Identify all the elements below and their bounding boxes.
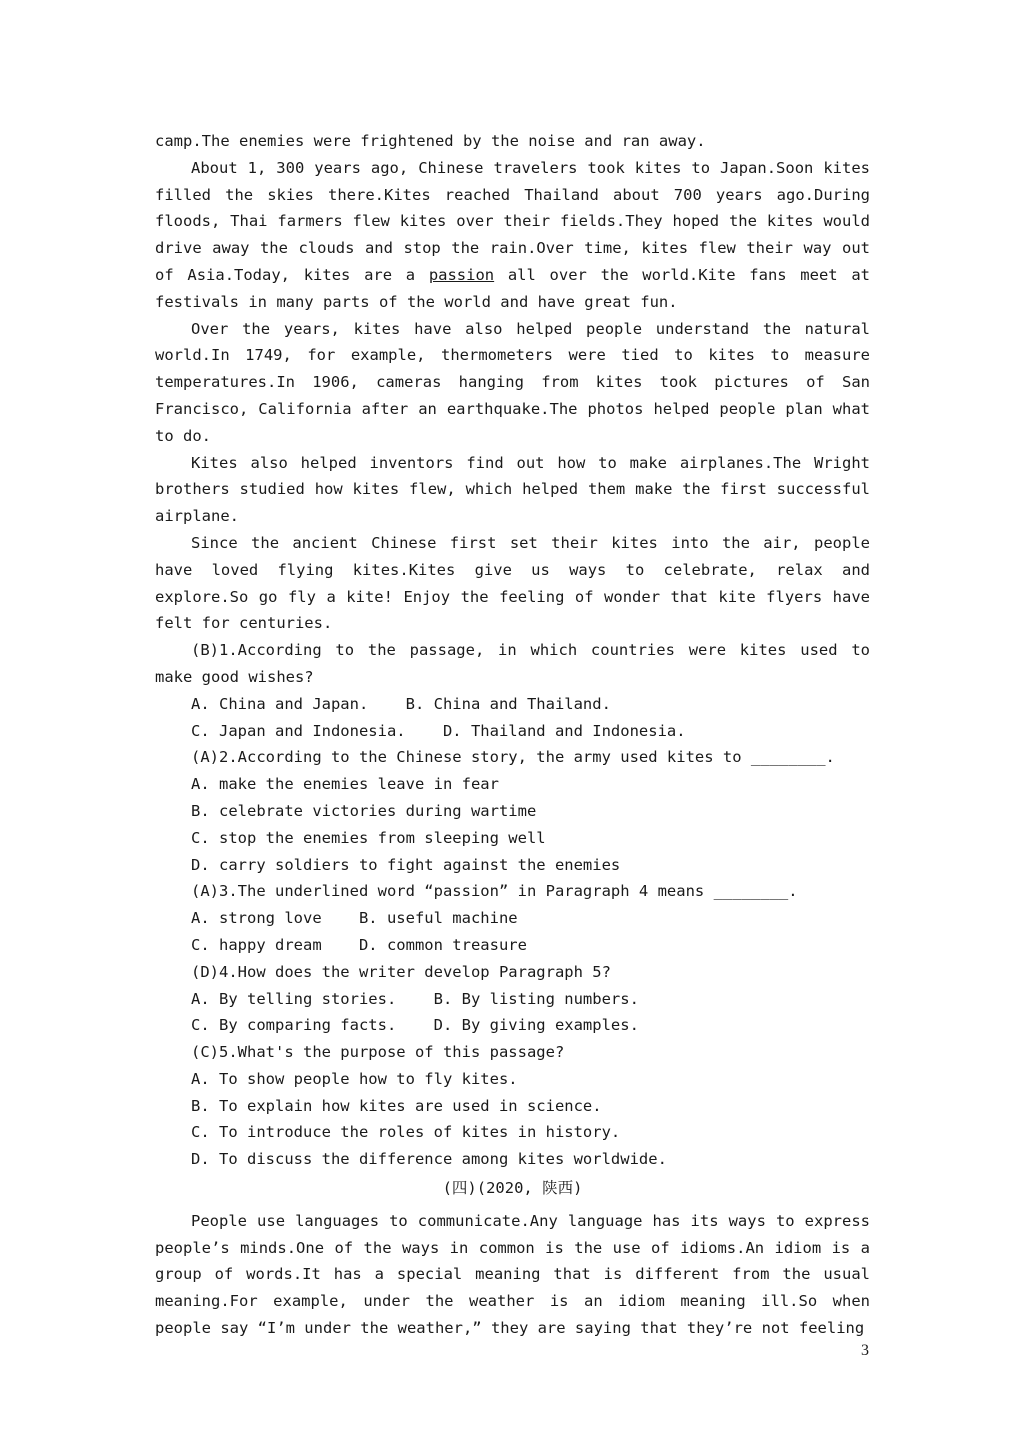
question-options: C. By comparing facts. D. By giving examples. [191, 1016, 639, 1035]
passage-paragraph-4 [155, 155, 870, 316]
underlined-word: passion [428, 265, 495, 284]
question-stem: (C)5.What's the purpose of this passage? [191, 1043, 565, 1062]
question-option: A. To show people how to fly kites. [191, 1069, 518, 1088]
question-stem: (A)3.The underlined word “passion” in Paragraph 4 means ________. [191, 882, 798, 901]
question-option: B. celebrate victories during wartime [191, 801, 537, 820]
question-stem: (B)1.According to the passage, in which countries were kites used to make good wishes? [155, 641, 870, 686]
passage-paragraph-6: Kites also helped inventors find out how to make airplanes.The Wright brothers studied how kites flew, which helped them make the first successful airplane. [155, 453, 870, 526]
passage-paragraph-continuation: camp.The enemies were frightened by the noise and ran away. [155, 132, 706, 150]
question-options: C. happy dream D. common treasure [191, 935, 527, 954]
question-1 [155, 637, 870, 744]
question-option: C. To introduce the roles of kites in history. [191, 1123, 621, 1142]
passage-paragraph-7: Since the ancient Chinese first set their kites into the air, people have loved flying kites.Kites give us ways to celebrate, relax and explore.So go fly a kite! Enjoy the feeling of wonder that kite flyers have felt for centuries. [155, 533, 870, 633]
question-options: A. China and Japan. B. China and Thailand. [191, 694, 611, 713]
page-number: 3 [861, 1342, 869, 1359]
question-stem: (A)2.According to the Chinese story, the army used kites to ________. [191, 748, 835, 767]
question-option: D. carry soldiers to fight against the enemies [191, 855, 621, 874]
question-option: D. To discuss the difference among kites worldwide. [191, 1150, 667, 1169]
question-option: A. make the enemies leave in fear [191, 775, 499, 794]
question-options: C. Japan and Indonesia. D. Thailand and Indonesia. [191, 721, 686, 740]
paragraph-text: About 1, 300 years ago, Chinese travelers took kites to Japan.Soon kites filled the skies there.Kites reached Thailand about 700 years ago.During floods, Thai farmers flew kites over their fields.They hoped the kites would drive away the clouds and stop the rain.Over time, kites flew their way out of Asia.Today, kites are a [155, 158, 870, 284]
question-3 [155, 878, 870, 958]
paragraph-text: all over the world.Kite fans meet at festivals in many parts of the world and have great fun. [155, 265, 870, 311]
question-5 [155, 1039, 870, 1173]
question-stem: (D)4.How does the writer develop Paragraph 5? [191, 962, 611, 981]
section-heading: (四)(2020, 陕西) [442, 1179, 583, 1198]
passage-paragraph-5: Over the years, kites have also helped people understand the natural world.In 1749, for example, thermometers were tied to kites to measure temperatures.In 1906, cameras hanging from kites took pictures of San Francisco, California after an earthquake.The photos helped people plan what to do. [155, 319, 870, 445]
question-4 [155, 959, 870, 1039]
next-passage-paragraph: People use languages to communicate.Any language has its ways to express people’s minds.One of the ways in common is the use of idioms.An idiom is a group of words.It has a special meaning that is different from the usual meaning.For example, under the weather is an idiom meaning ill.So when people say “I’m under the weather,” they are saying that they’re not feeling [155, 1211, 870, 1338]
question-options: A. By telling stories. B. By listing numbers. [191, 989, 639, 1008]
question-option: B. To explain how kites are used in science. [191, 1096, 602, 1115]
document-page [155, 128, 870, 1342]
question-option: C. stop the enemies from sleeping well [191, 828, 546, 847]
question-2 [155, 744, 870, 878]
question-options: A. strong love B. useful machine [191, 909, 518, 928]
